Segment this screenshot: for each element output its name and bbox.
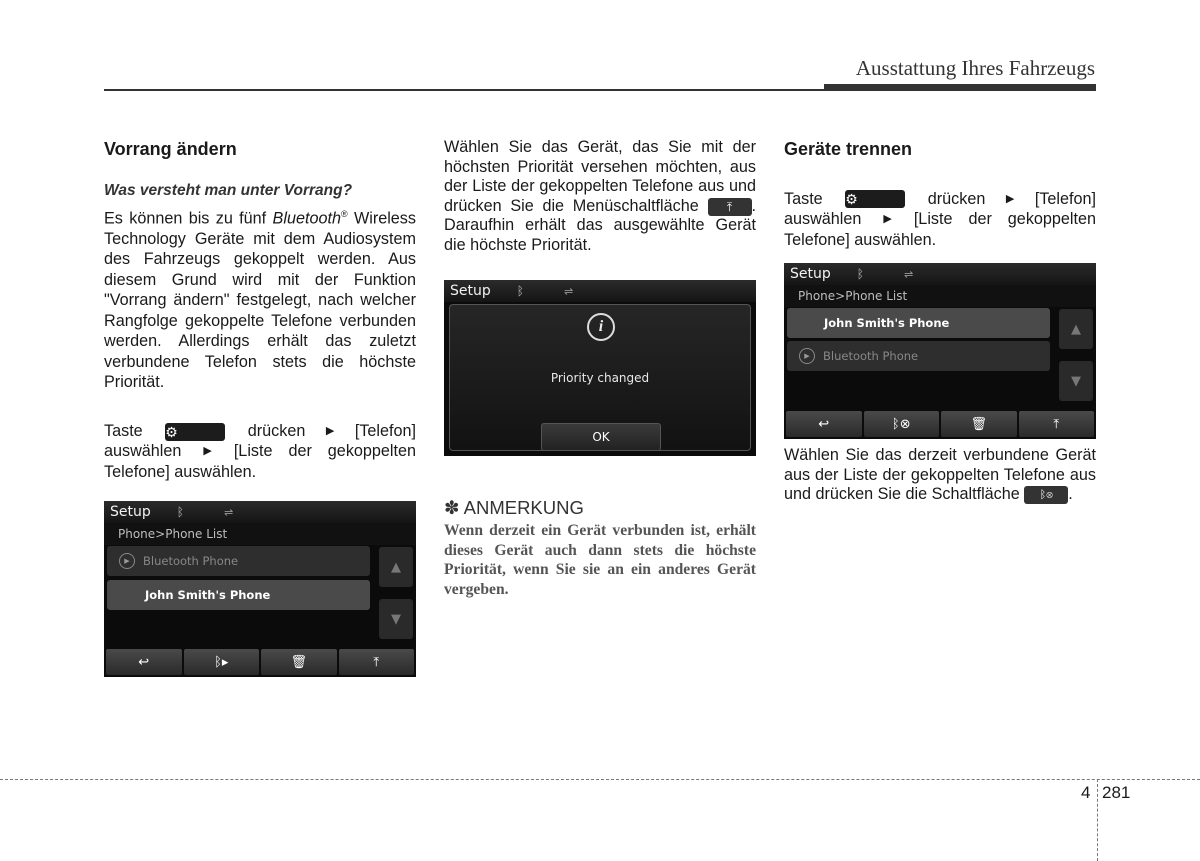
setup-key bbox=[845, 190, 905, 208]
gear-icon: ⚙ bbox=[845, 191, 858, 208]
footer-rule bbox=[0, 779, 1200, 780]
list-item-selected[interactable]: John Smith's Phone bbox=[787, 308, 1050, 338]
priority-key bbox=[708, 198, 752, 216]
softkey-bar bbox=[106, 649, 414, 675]
scroll-up-button[interactable] bbox=[1059, 309, 1093, 349]
bluetooth-icon: ᛒ bbox=[516, 284, 524, 298]
header-rule-accent bbox=[824, 84, 1096, 91]
priority-button[interactable] bbox=[339, 649, 415, 675]
bluetooth-disconnect-icon: ᛒ⊗ bbox=[891, 416, 911, 432]
screen-titlebar: Setup ᛒ ⇌ bbox=[784, 263, 1096, 285]
priority-button[interactable] bbox=[1019, 411, 1095, 437]
setup-key bbox=[165, 423, 225, 441]
instruction-line: auswählen ▶ [Liste der gekoppelten Telefone] auswählen. bbox=[104, 442, 417, 481]
back-icon: ↩ bbox=[818, 416, 830, 432]
bluetooth-disconnect-button[interactable] bbox=[864, 411, 940, 437]
delete-button[interactable] bbox=[261, 649, 337, 675]
softkey-bar bbox=[786, 411, 1094, 437]
list-item[interactable]: ▶ Bluetooth Phone bbox=[107, 546, 370, 576]
scroll-up-button[interactable] bbox=[379, 547, 413, 587]
instruction-line: auswählen ▶ [Liste der gekoppelten Telefone] auswählen. bbox=[784, 210, 1097, 249]
screen-phone-list bbox=[784, 263, 1096, 439]
trash-icon: 🗑 bbox=[290, 654, 307, 670]
scroll-down-button[interactable] bbox=[379, 599, 413, 639]
dialog bbox=[449, 304, 751, 451]
triangle-right-icon: ▶ bbox=[1005, 192, 1015, 205]
bluetooth-icon: ᛒ▸ bbox=[214, 654, 229, 670]
instruction-line: Taste ⚙ drücken ▶ [Telefon] bbox=[784, 189, 1097, 208]
scroll-down-button[interactable] bbox=[1059, 361, 1093, 401]
bluetooth-icon: ᛒ bbox=[856, 267, 864, 281]
column-right-lower bbox=[784, 446, 1096, 505]
subheading: Was versteht man unter Vorrang? bbox=[104, 181, 353, 199]
usb-icon: ⇌ bbox=[563, 284, 574, 298]
bluetooth-connect-button[interactable] bbox=[184, 649, 260, 675]
column-left bbox=[104, 139, 416, 482]
bluetooth-icon: ᛒ bbox=[176, 505, 184, 519]
priority-up-icon: ⤒ bbox=[726, 199, 733, 214]
list-item[interactable]: ▶ Bluetooth Phone bbox=[787, 341, 1050, 371]
back-icon: ↩ bbox=[138, 654, 150, 670]
footer-divider bbox=[1097, 779, 1098, 861]
play-icon: ▶ bbox=[799, 348, 815, 364]
priority-up-icon: ⤒ bbox=[373, 654, 380, 670]
trash-icon: 🗑 bbox=[970, 416, 987, 432]
column-right bbox=[784, 139, 1096, 250]
paragraph: Wählen Sie das Gerät, das Sie mit der höchsten Priorität versehen möchten, aus der Liste der gekoppelten Telefone aus und drücken Sie die Menüschaltfläche ⤒ . Daraufhin erhält das ausgewählte Gerät die höchste Priorität. bbox=[444, 138, 756, 254]
note-body: Wenn derzeit ein Gerät verbunden ist, erhält dieses Gerät auch dann stets die höchste Priorität, wenn Sie sie an ein anderes Gerät vergeben. bbox=[444, 522, 756, 598]
instruction-line: Taste ⚙ drücken ▶ [Telefon] bbox=[104, 421, 417, 440]
usb-icon: ⇌ bbox=[223, 505, 234, 519]
list-item-selected[interactable]: John Smith's Phone bbox=[107, 580, 370, 610]
page-header-title: Ausstattung Ihres Fahrzeugs bbox=[855, 56, 1095, 80]
disconnect-key bbox=[1024, 486, 1068, 504]
triangle-right-icon: ▶ bbox=[883, 213, 892, 225]
delete-button[interactable] bbox=[941, 411, 1017, 437]
breadcrumb: Phone>Phone List bbox=[104, 523, 416, 545]
page-number: 281 bbox=[1102, 783, 1131, 802]
breadcrumb: Phone>Phone List bbox=[784, 285, 1096, 307]
info-icon: i bbox=[587, 313, 615, 341]
chevron-up-icon: ▲ bbox=[391, 559, 401, 575]
screen-phone-list bbox=[104, 501, 416, 677]
back-button[interactable] bbox=[786, 411, 862, 437]
triangle-right-icon: ▶ bbox=[203, 445, 212, 458]
note-title: ✽ ANMERKUNG bbox=[444, 497, 584, 518]
bluetooth-disconnect-icon: ᛒ⊗ bbox=[1039, 488, 1053, 501]
column-middle bbox=[444, 138, 756, 256]
gear-icon: ⚙ bbox=[165, 423, 178, 440]
dialog-message: Priority changed bbox=[550, 371, 650, 385]
section-heading: Geräte trennen bbox=[784, 139, 913, 159]
chevron-down-icon: ▼ bbox=[391, 611, 401, 627]
chevron-up-icon: ▲ bbox=[1071, 321, 1081, 337]
ok-button[interactable]: OK bbox=[541, 423, 661, 451]
paragraph: Wählen Sie das derzeit verbundene Gerät aus der Liste der gekoppelten Telefone aus und drücken Sie die Schaltfläche ᛒ⊗ . bbox=[784, 446, 1096, 504]
screen-titlebar: Setup ᛒ ⇌ bbox=[444, 280, 756, 302]
triangle-right-icon: ▶ bbox=[325, 424, 335, 437]
paragraph: Es können bis zu fünf Bluetooth® Wireless Technology Geräte mit dem Audiosystem des Fahrzeugs gekoppelt werden. Aus diesem Grund wird mit der Funktion "Vorrang ändern" festgelegt, nach welcher Rangfolge gekoppelte Telefone verbunden werden. Allerdings erhält das zuletzt verbundene Telefon stets die höchste Priorität. bbox=[104, 209, 416, 392]
play-icon: ▶ bbox=[119, 553, 135, 569]
priority-up-icon: ⤒ bbox=[1053, 416, 1060, 432]
screen-priority-dialog bbox=[444, 280, 756, 456]
chapter-number: 4 bbox=[1081, 783, 1091, 802]
usb-icon: ⇌ bbox=[903, 267, 914, 281]
back-button[interactable] bbox=[106, 649, 182, 675]
screen-titlebar: Setup ᛒ ⇌ bbox=[104, 501, 416, 523]
chevron-down-icon: ▼ bbox=[1071, 373, 1081, 389]
section-heading: Vorrang ändern bbox=[104, 139, 237, 159]
